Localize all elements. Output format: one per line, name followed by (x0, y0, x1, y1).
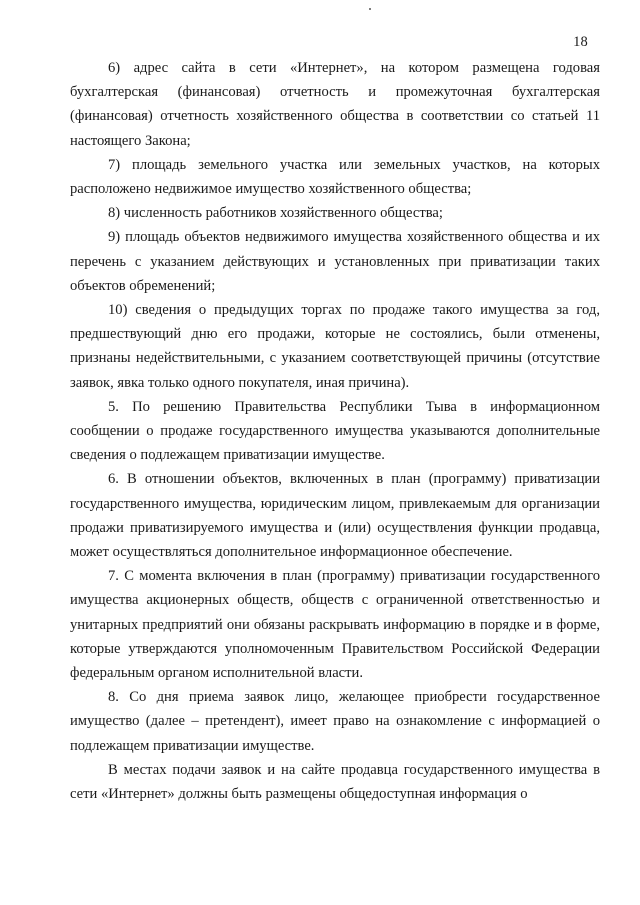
page-number: 18 (573, 34, 588, 50)
paragraph-item-9: 9) площадь объектов недвижимого имущества хозяйственного общества и их перечень с указанием действующих и установленных при приватизации таких объектов обременений; (70, 229, 600, 294)
paragraph-continuation: В местах подачи заявок и на сайте продавца государственного имущества в сети «Интернет» должны быть размещены общедоступная информация о (70, 761, 600, 803)
paragraph-section-5: 5. По решению Правительства Республики Тыва в информационном сообщении о продаже государственного имущества указываются дополнительные сведения о подлежащем приватизации имуществе. (70, 398, 600, 464)
paragraph-item-10: 10) сведения о предыдущих торгах по продаже такого имущества за год, предшествующий дню его продажи, которые не состоялись, были отменены, признаны недействительными, с указанием соответствующей причины (отсутствие заявок, явка только одного покупателя, иная причина). (70, 302, 600, 391)
paragraph-section-6: 6. В отношении объектов, включенных в план (программу) приватизации государственного имущества, юридическим лицом, привлекаемым для организации продажи приватизируемого имущества и (или) осуществления функции продавца, может осуществляться дополнительное информационное обеспечение. (70, 471, 600, 561)
paragraph-item-8: 8) численность работников хозяйственного общества; (108, 205, 443, 222)
paragraph-item-6: 6) адрес сайта в сети «Интернет», на котором размещена годовая бухгалтерская (финансовая) отчетность и промежуточная бухгалтерская (финансовая) отчетность хозяйственного общества в соответствии со статьей 11 настоящего Закона; (70, 60, 600, 149)
scan-speck (369, 8, 371, 10)
paragraph-section-7: 7. С момента включения в план (программу) приватизации государственного имущества акционерных обществ, обществ с ограниченной ответственностью и унитарных предприятий они обязаны раскрывать информацию в порядке и в форме, которые утверждаются уполномоченным Правительством Российской Федерации федеральным органом исполнительной власти. (70, 568, 600, 682)
paragraph-section-8: 8. Со дня приема заявок лицо, желающее приобрести государственное имущество (далее – претендент), имеет право на ознакомление с информацией о подлежащем приватизации имуществе. (70, 689, 600, 754)
paragraph-item-7: 7) площадь земельного участка или земельных участков, на которых расположено недвижимое имущество хозяйственного общества; (70, 156, 600, 198)
body-text (70, 56, 600, 806)
